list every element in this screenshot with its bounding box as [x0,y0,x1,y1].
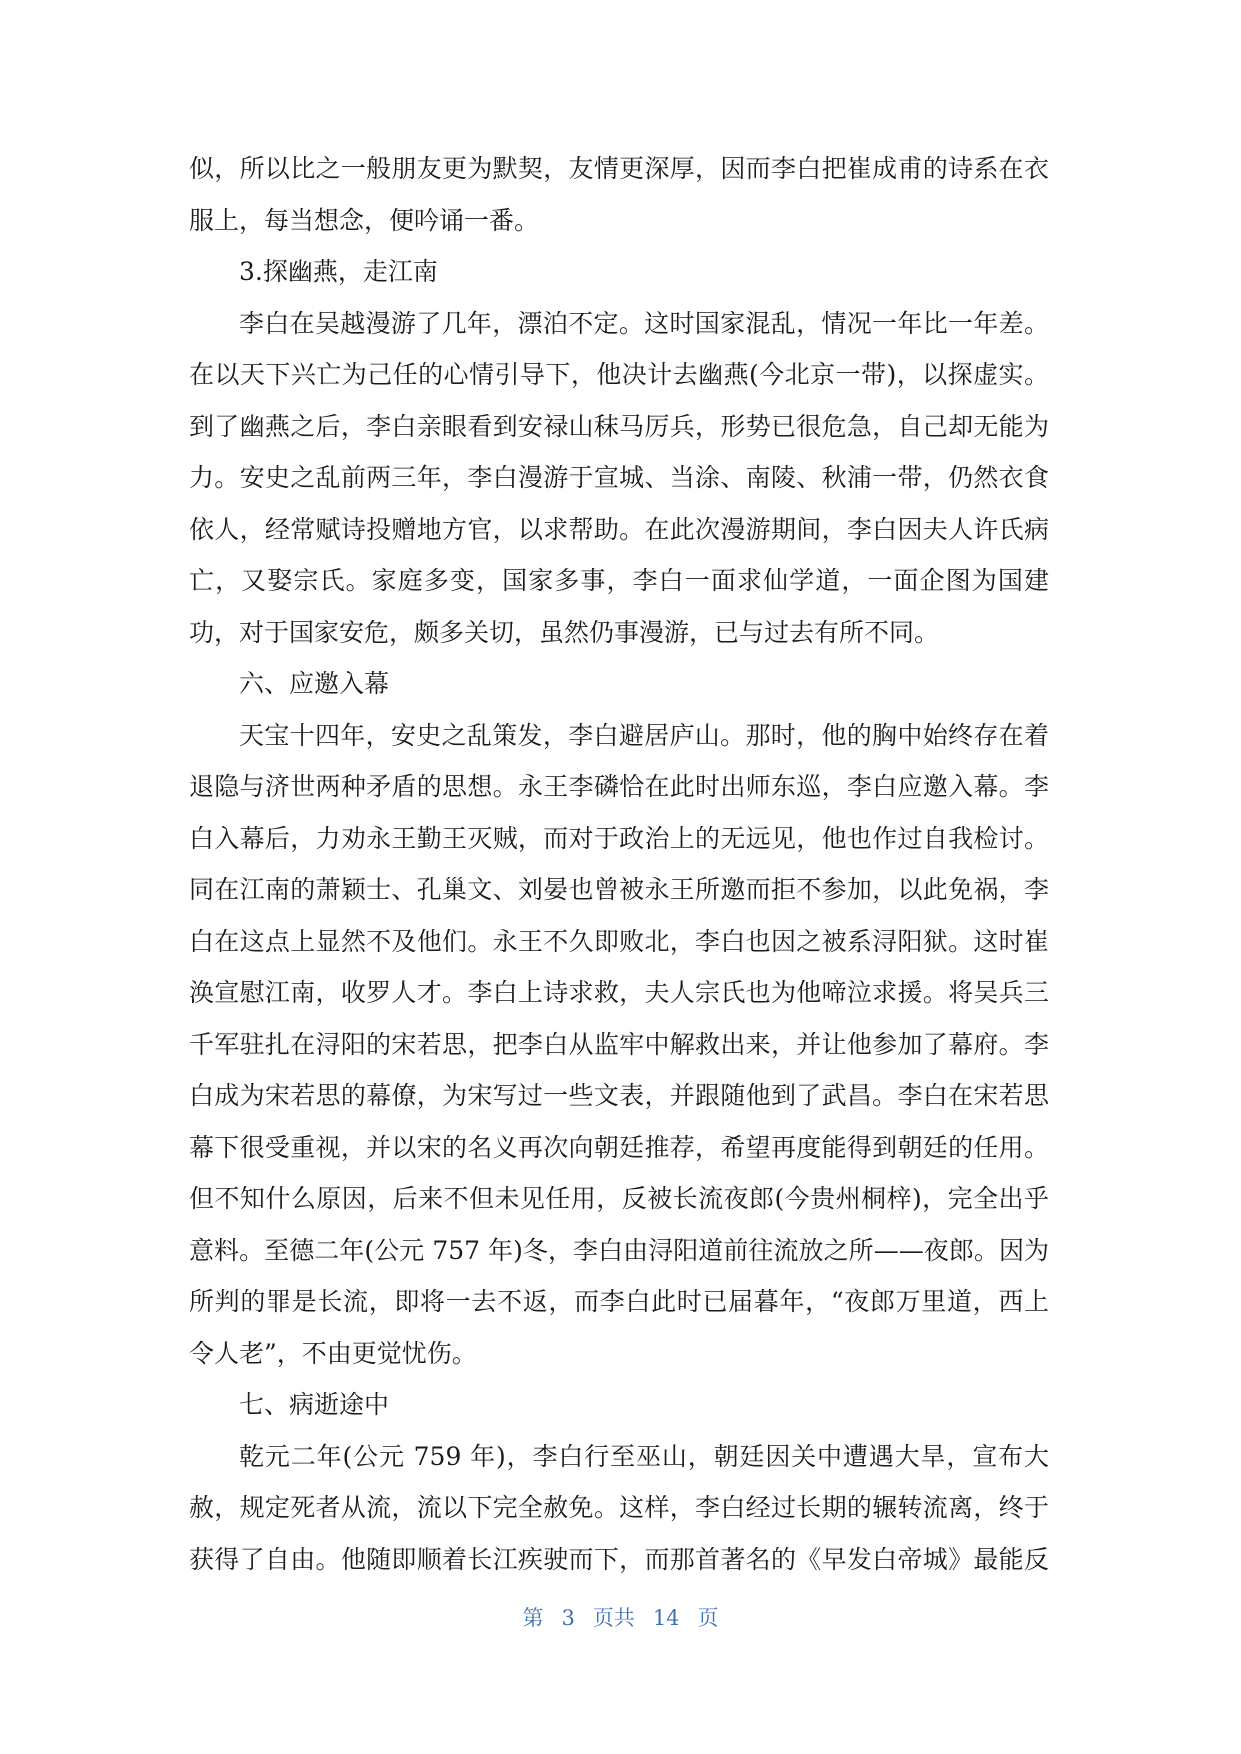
text-line: 七、病逝途中 [239,1390,390,1419]
text-line: 到了幽燕之后，李白亲眼看到安禄山秣马厉兵，形势已很危急，自己却无能为 [189,411,1049,441]
text-line: 3.探幽燕，走江南 [239,257,438,286]
text-line: 力。安史之乱前两三年，李白漫游于宣城、当涂、南陵、秋浦一带，仍然衣食 [189,463,1049,492]
document-body [189,143,1049,1585]
footer-current-page: 3 [561,1606,575,1630]
text-line: 依人，经常赋诗投赠地方官，以求帮助。在此次漫游期间，李白因夫人许氏病 [189,514,1049,544]
text-line: 意料。至德二年(公元 757 年)冬，李白由浔阳道前往流放之所——夜郎。因为 [189,1235,1049,1265]
text-line: 六、应邀入幕 [239,669,390,698]
footer-suffix: 页 [697,1606,719,1630]
footer-prefix: 第 [522,1606,544,1630]
text-line: 令人老”，不由更觉忧伤。 [189,1338,477,1368]
text-line: 在以天下兴亡为己任的心情引导下，他决计去幽燕(今北京一带)，以探虚实。 [189,360,1049,389]
page-footer [0,1602,1241,1632]
text-line: 白入幕后，力劝永王勤王灭贼，而对于政治上的无远见，他也作过自我检讨。 [189,823,1049,853]
text-line: 获得了自由。他随即顺着长江疾驶而下，而那首著名的《早发白帝城》最能反 [189,1544,1049,1574]
text-line: 李白在吴越漫游了几年，漂泊不定。这时国家混乱，情况一年比一年差。 [239,308,1049,338]
text-line: 但不知什么原因，后来不但未见任用，反被长流夜郎(今贵州桐梓)，完全出乎 [189,1184,1049,1213]
text-line: 似，所以比之一般朋友更为默契，友情更深厚，因而李白把崔成甫的诗系在衣 [189,154,1049,183]
text-line: 白成为宋若思的幕僚，为宋写过一些文表，并跟随他到了武昌。李白在宋若思 [189,1081,1049,1110]
text-line: 乾元二年(公元 759 年)，李白行至巫山，朝廷因关中遭遇大旱，宣布大 [239,1441,1049,1471]
text-line: 退隐与济世两种矛盾的思想。永王李磷恰在此时出师东巡，李白应邀入幕。李 [189,772,1049,801]
text-line: 白在这点上显然不及他们。永王不久即败北，李白也因之被系浔阳狱。这时崔 [189,926,1049,956]
text-line: 赦，规定死者从流，流以下完全赦免。这样，李白经过长期的辗转流离，终于 [189,1493,1049,1522]
footer-middle: 页共 [592,1606,635,1630]
text-line: 天宝十四年，安史之乱策发，李白避居庐山。那时，他的胸中始终存在着 [239,720,1049,750]
text-line: 幕下很受重视，并以宋的名义再次向朝廷推荐，希望再度能得到朝廷的任用。 [189,1132,1049,1162]
text-line: 所判的罪是长流，即将一去不返，而李白此时已届暮年，“夜郎万里道，西上 [189,1287,1049,1316]
text-line: 涣宣慰江南，收罗人才。李白上诗求救，夫人宗氏也为他啼泣求援。将吴兵三 [189,978,1049,1007]
text-line: 亡，又娶宗氏。家庭多变，国家多事，李白一面求仙学道，一面企图为国建 [189,566,1049,595]
footer-total-pages: 14 [652,1606,680,1630]
text-line: 同在江南的萧颖士、孔巢文、刘晏也曾被永王所邀而拒不参加，以此免祸，李 [189,875,1049,904]
text-line: 服上，每当想念，便吟诵一番。 [189,205,540,235]
text-line: 千军驻扎在浔阳的宋若思，把李白从监牢中解救出来，并让他参加了幕府。李 [189,1029,1049,1059]
text-line: 功，对于国家安危，颇多关切，虽然仍事漫游，已与过去有所不同。 [189,617,940,647]
